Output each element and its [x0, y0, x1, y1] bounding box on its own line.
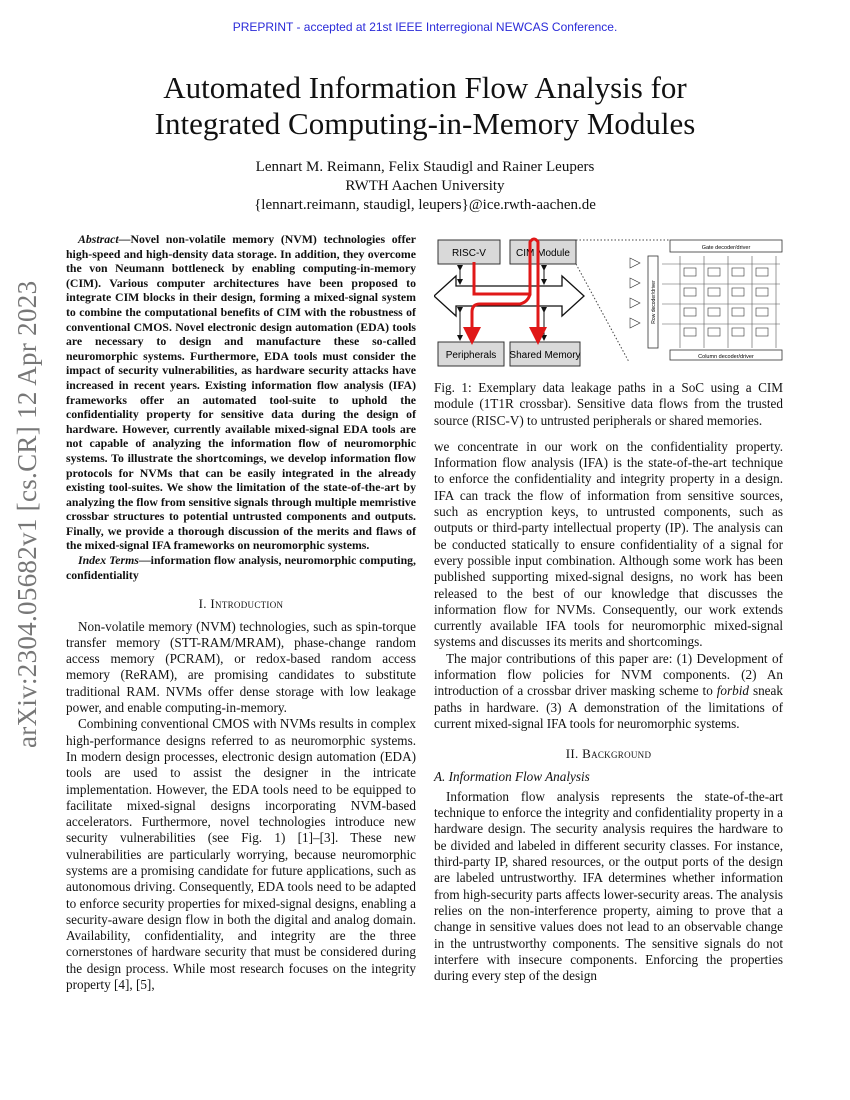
- right-column: [434, 232, 783, 984]
- row-driver-label: Row decoder/driver: [651, 280, 657, 324]
- background-paragraph-1: Information flow analysis represents the state-of-the-art technique to enforce the integrity and confidentiality property in a hardware design. The security analysis requires the hardware to be divided and labeled in different security classes. For instance, third-party IP, shared resources, or the output ports of the design are labeled untrustworthy. IFA determines whether information from high-security parts affects lower-security areas. The analysis relies on the non-interference property, aiming to prove that a change in sensitive values does not lead to an observable change in the untrustworthy components. The sensitive signals do not interfere with insecure components. Enforcing the properties during every step of the design: [434, 788, 783, 984]
- subsection-heading-ifa: A. Information Flow Analysis: [434, 768, 590, 784]
- section-1-number: I.: [198, 596, 207, 612]
- intro-paragraph-1: Non-volatile memory (NVM) technologies, such as spin-torque transfer memory (STT-RAM/MRAM), phase-change random access memory (PCRAM), or redox-based random access memory (ReRAM), are promising candidates to substitute traditional RAM. NVMs offer dense storage with low leakage power, and enable computing-in-memory.: [66, 618, 416, 716]
- arxiv-sidebar: [12, 268, 52, 748]
- index-terms-text: —information flow analysis, neuromorphic computing, confidentiality: [66, 553, 416, 582]
- peripherals-label: Peripherals: [445, 350, 497, 361]
- author-block: [60, 158, 790, 215]
- section-1-title: Introduction: [210, 596, 284, 612]
- intro-paragraph-4: [434, 651, 783, 732]
- arxiv-id: arXiv:2304.05682v1 [cs.CR] 12 Apr 2023: [12, 280, 42, 748]
- contributions-emphasis: forbid: [716, 683, 750, 699]
- abstract-text: —Novel non-volatile memory (NVM) technologies offer high-speed and high-density data storage. In addition, they overcome the von Neumann bottleneck by enabling computing-in-memory (CIM). Various computer architectures have been proposed to integrate CIM blocks in their design, forming a mixed-signal system to combine the computational benefits of CIM with the robustness of conventional CMOS. Novel electronic design automation (EDA) tools are necessary to design and manufacture these so-called neuromorphic systems. Furthermore, EDA tools must consider the impact of security vulnerabilities, as hardware security attacks have increased in recent years. Existing information flow analysis (IFA) frameworks offer an automated tool-suite to uphold the confidentiality property for sensitive data during the design of hardware. However, currently available mixed-signal EDA tools are not capable of analyzing the information flow of neuromorphic systems. To illustrate the shortcomings, we develop information flow protocols for NVMs that can be easily integrated in the already existing tool-suites. We show the limitation of the state-of-the-art by analyzing the flow from sensitive signals through multiple memristive crossbar structures to potential untrusted components and outputs. Finally, we provide a thorough discussion of the merits and flaws of the mixed-signal IFA frameworks on neuromorphic systems.: [66, 232, 416, 553]
- contributions-text-b: sneak paths in hardware. (3) A demonstration of the limitations of current mixed-signal IFA tools for neuromorphic systems.: [434, 683, 783, 731]
- intro-paragraph-2: Combining conventional CMOS with NVMs results in complex high-performance designs referred to as neuromorphic systems. In modern design processes, electronic design automation (EDA) tools are used to assist the designer in the intricate implementation. However, the EDA tools need to be equipped to facilitate mixed-signal designs incorporating NVM-based accelerators. Furthermore, novel technologies introduce new security vulnerabilities (see Fig. 1) [1]–[3]. These new vulnerabilities are particularly worrying, because neuromorphic systems are a promising candidate for future applications, such as autonomous driving. Consequently, EDA tools need to be adapted to enforce security properties for mixed-signal designs, enabling a security-aware design flow in both the digital and analog domain. Availability, confidentiality, and integrity are the three cornerstones of hardware security that must be considered during the design process. While most research focuses on the integrity property [4], [5],: [66, 716, 416, 993]
- paper-title: [60, 70, 790, 142]
- left-column: [66, 232, 416, 993]
- abstract: [66, 232, 416, 553]
- author-names: Lennart M. Reimann, Felix Staudigl and Rainer Leupers: [255, 159, 595, 175]
- cim-label: CIM Module: [516, 248, 570, 259]
- figure-1: [434, 232, 783, 372]
- intro-paragraph-3: we concentrate in our work on the confidentiality property. Information flow analysis (IFA) is the state-of-the-art technique to enforce the confidentiality and integrity property in a design. IFA can track the flow of information from sensitive sources, such as encryption keys, to untrusted components, such as outputs or third-party intellectual property (IP). The analysis can be conducted statically to ensure confidentiality of a signal for every possible input combination. Although some work has been published supporting mixed-signal designs, no work has been released to the best of our knowledge that discusses the information flow for NVMs. Consequently, our work extends currently available IFA tools for neuromorphic mixed-signal systems and discusses its merits and shortcomings.: [434, 438, 783, 650]
- figure-1-caption: Fig. 1: Exemplary data leakage paths in a SoC using a CIM module (1T1R crossbar). Sensitive data flows from the trusted source (RISC-V) to untrusted peripherals or shared memories.: [434, 380, 783, 428]
- author-email: {lennart.reimann, staudigl, leupers}@ice.rwth-aachen.de: [254, 197, 596, 213]
- title-line-2: Integrated Computing-in-Memory Modules: [154, 106, 696, 141]
- contributions-text-a: The major contributions of this paper are: (1) Development of information flow policies for NVM components. (2) An introduction of a crossbar driver masking scheme to: [434, 650, 783, 699]
- shared-memory-label: Shared Memory: [509, 350, 581, 361]
- crossbar-array: [630, 240, 782, 360]
- affiliation: RWTH Aachen University: [345, 178, 505, 194]
- riscv-label: RISC-V: [452, 248, 486, 259]
- index-terms: [66, 553, 416, 582]
- gate-driver-label: Gate decoder/driver: [701, 245, 751, 251]
- column-driver-label: Column decoder/driver: [698, 354, 754, 360]
- section-heading-introduction: [66, 596, 416, 612]
- preprint-note: PREPRINT - accepted at 21st IEEE Interregional NEWCAS Conference.: [232, 20, 618, 34]
- section-2-title: Background: [582, 746, 652, 762]
- section-heading-background: [434, 746, 783, 762]
- system-bus-arrow: [434, 276, 584, 316]
- abstract-label: Abstract: [78, 232, 119, 246]
- section-2-number: II.: [565, 746, 579, 762]
- title-line-1: Automated Information Flow Analysis for: [163, 70, 687, 105]
- figure-1-diagram: [434, 232, 783, 372]
- index-terms-label: Index Terms: [78, 553, 139, 568]
